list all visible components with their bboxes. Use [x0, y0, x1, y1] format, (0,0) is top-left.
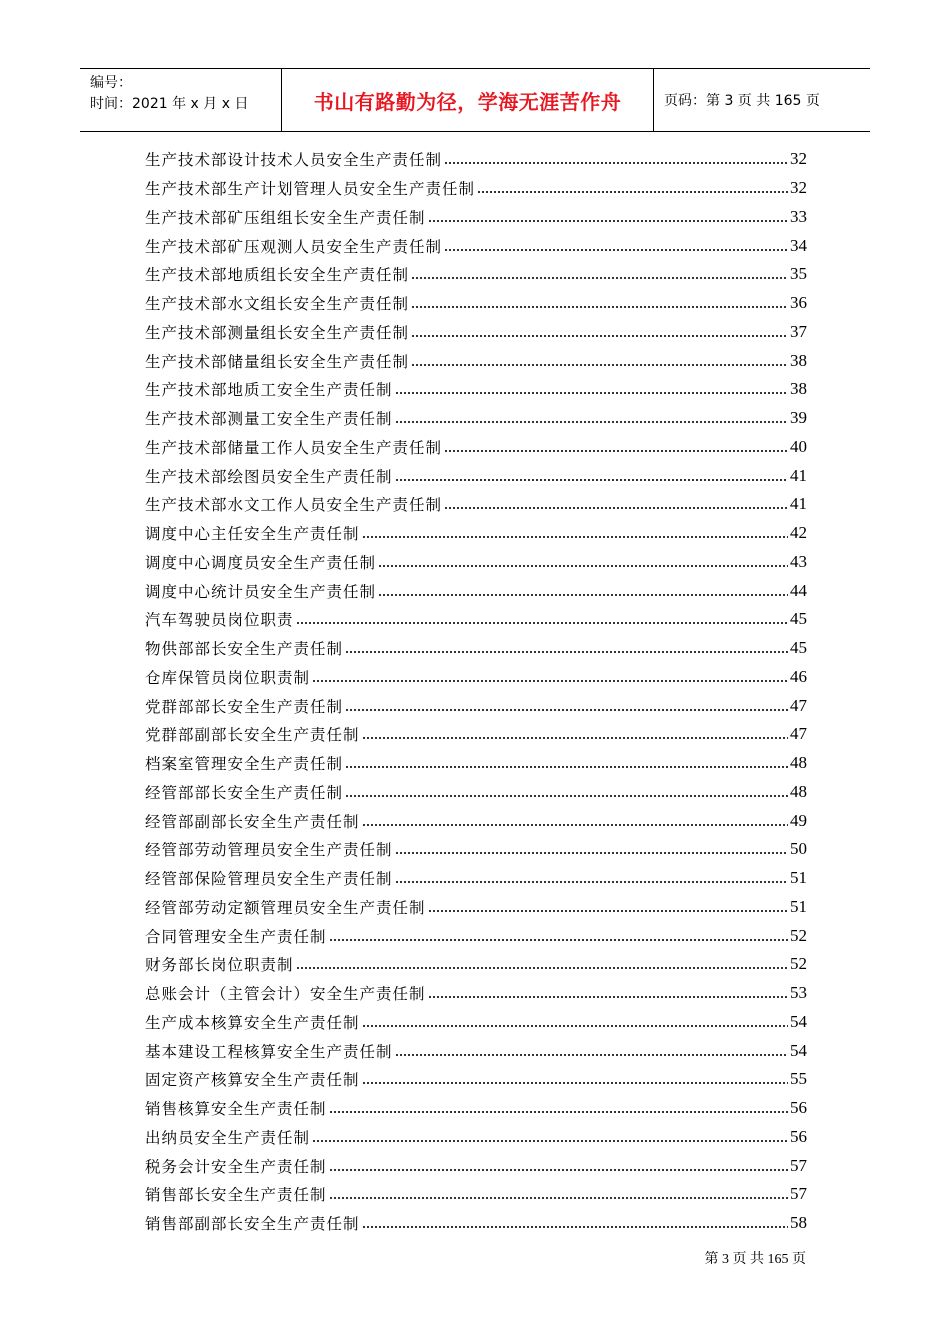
toc-entry-title: 生产技术部测量组长安全生产责任制: [145, 323, 410, 342]
header-page-number: 页码：第 3 页 共 165 页: [664, 93, 820, 109]
toc-entry-page: 52: [790, 954, 807, 974]
toc-entry[interactable]: [145, 720, 807, 749]
toc-dot-leader: [329, 1165, 788, 1175]
toc-entry[interactable]: [145, 1180, 807, 1209]
toc-entry[interactable]: [145, 289, 807, 318]
toc-entry-title: 生产成本核算安全生产责任制: [145, 1013, 360, 1032]
toc-dot-leader: [428, 992, 788, 1002]
toc-dot-leader: [329, 1193, 788, 1203]
toc-dot-leader: [411, 302, 788, 312]
toc-entry-page: 39: [790, 408, 807, 428]
toc-entry-title: 生产技术部设计技术人员安全生产责任制: [145, 151, 443, 170]
toc-dot-leader: [444, 245, 788, 255]
toc-entry[interactable]: [145, 260, 807, 289]
toc-entry-title: 汽车驾驶员岗位职责: [145, 611, 294, 630]
toc-entry[interactable]: [145, 1123, 807, 1152]
toc-dot-leader: [395, 848, 788, 858]
toc-entry-title: 生产技术部绘图员安全生产责任制: [145, 467, 393, 486]
toc-entry-title: 调度中心统计员安全生产责任制: [145, 582, 377, 601]
toc-entry[interactable]: [145, 864, 807, 893]
toc-entry-title: 生产技术部地质工安全生产责任制: [145, 381, 393, 400]
toc-dot-leader: [477, 187, 788, 197]
toc-entry[interactable]: [145, 203, 807, 232]
toc-dot-leader: [362, 532, 788, 542]
toc-entry-title: 生产技术部矿压组组长安全生产责任制: [145, 208, 426, 227]
toc-entry[interactable]: [145, 174, 807, 203]
toc-entry-page: 46: [790, 666, 807, 686]
toc-entry-page: 48: [790, 781, 807, 801]
toc-entry[interactable]: [145, 375, 807, 404]
toc-entry[interactable]: [145, 461, 807, 490]
toc-entry-title: 销售部长安全生产责任制: [145, 1186, 327, 1205]
toc-entry-title: 档案室管理安全生产责任制: [145, 755, 344, 774]
toc-dot-leader: [444, 446, 788, 456]
toc-entry[interactable]: [145, 1065, 807, 1094]
toc-entry-title: 生产技术部测量工安全生产责任制: [145, 410, 393, 429]
toc-entry-title: 生产技术部水文工作人员安全生产责任制: [145, 496, 443, 515]
toc-entry-page: 55: [790, 1069, 807, 1089]
toc-entry[interactable]: [145, 490, 807, 519]
toc-entry[interactable]: [145, 663, 807, 692]
toc-entry-title: 生产技术部储量工作人员安全生产责任制: [145, 438, 443, 457]
toc-dot-leader: [411, 273, 788, 283]
header-motto: 书山有路勤为径，学海无涯苦作舟: [313, 89, 622, 114]
toc-dot-leader: [329, 1107, 788, 1117]
toc-entry-page: 35: [790, 264, 807, 284]
toc-dot-leader: [411, 331, 788, 341]
toc-dot-leader: [345, 705, 788, 715]
toc-entry-title: 党群部部长安全生产责任制: [145, 697, 344, 716]
toc-entry-title: 仓库保管员岗位职责制: [145, 668, 311, 687]
toc-entry[interactable]: [145, 979, 807, 1008]
toc-entry-page: 45: [790, 638, 807, 658]
toc-entry-page: 33: [790, 206, 807, 226]
toc-entry-title: 生产技术部生产计划管理人员安全生产责任制: [145, 180, 476, 199]
toc-entry-title: 经管部劳动管理员安全生产责任制: [145, 841, 393, 860]
toc-entry-page: 38: [790, 350, 807, 370]
toc-entry[interactable]: [145, 806, 807, 835]
toc-entry-page: 47: [790, 695, 807, 715]
toc-entry[interactable]: [145, 634, 807, 663]
toc-entry-page: 57: [790, 1155, 807, 1175]
toc-entry-page: 37: [790, 321, 807, 341]
toc-entry-page: 50: [790, 839, 807, 859]
toc-entry-title: 经管部部长安全生产责任制: [145, 783, 344, 802]
page-header: [80, 68, 870, 132]
toc-entry[interactable]: [145, 835, 807, 864]
toc-entry-title: 生产技术部地质组长安全生产责任制: [145, 266, 410, 285]
toc-entry-page: 34: [790, 235, 807, 255]
toc-dot-leader: [362, 1021, 788, 1031]
toc-entry-title: 生产技术部储量组长安全生产责任制: [145, 352, 410, 371]
toc-entry-page: 43: [790, 551, 807, 571]
toc-entry-title: 生产技术部水文组长安全生产责任制: [145, 295, 410, 314]
toc-entry-title: 党群部副部长安全生产责任制: [145, 726, 360, 745]
toc-dot-leader: [345, 791, 788, 801]
toc-entry-title: 调度中心主任安全生产责任制: [145, 525, 360, 544]
toc-entry-page: 48: [790, 753, 807, 773]
toc-entry[interactable]: [145, 1209, 807, 1238]
toc-entry[interactable]: [145, 576, 807, 605]
toc-entry-page: 56: [790, 1098, 807, 1118]
toc-dot-leader: [395, 417, 788, 427]
toc-entry-title: 生产技术部矿压观测人员安全生产责任制: [145, 237, 443, 256]
toc-entry-page: 38: [790, 379, 807, 399]
toc-entry-page: 44: [790, 580, 807, 600]
toc-entry-title: 经管部劳动定额管理员安全生产责任制: [145, 898, 426, 917]
page-footer: 第 3 页 共 165 页: [704, 1252, 806, 1267]
toc-dot-leader: [362, 820, 788, 830]
toc-dot-leader: [428, 906, 788, 916]
toc-entry-page: 40: [790, 436, 807, 456]
toc-dot-leader: [395, 1050, 788, 1060]
toc-entry-page: 58: [790, 1213, 807, 1233]
toc-entry-title: 出纳员安全生产责任制: [145, 1128, 311, 1147]
toc-entry-title: 经管部保险管理员安全生产责任制: [145, 870, 393, 889]
toc-entry[interactable]: [145, 921, 807, 950]
toc-dot-leader: [444, 503, 788, 513]
toc-dot-leader: [345, 647, 788, 657]
toc-dot-leader: [329, 935, 788, 945]
toc-dot-leader: [362, 733, 788, 743]
toc-dot-leader: [378, 561, 788, 571]
toc-entry-title: 总账会计（主管会计）安全生产责任制: [145, 985, 426, 1004]
toc-entry-page: 56: [790, 1126, 807, 1146]
toc-entry[interactable]: [145, 346, 807, 375]
toc-entry-page: 51: [790, 868, 807, 888]
toc-entry-title: 税务会计安全生产责任制: [145, 1157, 327, 1176]
toc-entry-title: 销售部副部长安全生产责任制: [145, 1215, 360, 1234]
toc-entry-page: 52: [790, 925, 807, 945]
toc-entry-page: 51: [790, 896, 807, 916]
document-date: 时间：2021 年 x 月 x 日: [90, 96, 249, 112]
header-meta: [80, 69, 282, 131]
toc-dot-leader: [296, 618, 788, 628]
toc-entry[interactable]: [145, 433, 807, 462]
toc-dot-leader: [395, 475, 788, 485]
toc-dot-leader: [444, 158, 788, 168]
toc-entry-page: 42: [790, 523, 807, 543]
toc-entry-title: 销售核算安全生产责任制: [145, 1100, 327, 1119]
header-motto-cell: [282, 69, 654, 131]
toc-entry[interactable]: [145, 1008, 807, 1037]
toc-entry-page: 32: [790, 178, 807, 198]
toc-entry-page: 36: [790, 293, 807, 313]
toc-entry-page: 54: [790, 1040, 807, 1060]
toc-dot-leader: [395, 877, 788, 887]
toc-entry-page: 45: [790, 609, 807, 629]
toc-entry[interactable]: [145, 950, 807, 979]
toc-entry[interactable]: [145, 893, 807, 922]
toc-dot-leader: [411, 360, 788, 370]
toc-entry-title: 物供部部长安全生产责任制: [145, 640, 344, 659]
toc-entry[interactable]: [145, 605, 807, 634]
toc-entry-title: 财务部长岗位职责制: [145, 956, 294, 975]
toc-entry[interactable]: [145, 778, 807, 807]
toc-entry[interactable]: [145, 519, 807, 548]
toc-entry-page: 57: [790, 1184, 807, 1204]
toc-entry-page: 54: [790, 1011, 807, 1031]
toc-entry-page: 47: [790, 724, 807, 744]
toc-dot-leader: [395, 388, 788, 398]
toc-dot-leader: [296, 963, 788, 973]
toc-entry[interactable]: [145, 548, 807, 577]
toc-entry-page: 41: [790, 465, 807, 485]
toc-entry[interactable]: [145, 1094, 807, 1123]
toc-dot-leader: [345, 762, 788, 772]
toc-dot-leader: [362, 1078, 788, 1088]
header-page-cell: [654, 69, 870, 131]
toc-entry-page: 32: [790, 149, 807, 169]
toc-entry-title: 基本建设工程核算安全生产责任制: [145, 1042, 393, 1061]
toc-entry[interactable]: [145, 749, 807, 778]
toc-entry-title: 合同管理安全生产责任制: [145, 927, 327, 946]
toc-entry-title: 固定资产核算安全生产责任制: [145, 1071, 360, 1090]
toc-dot-leader: [312, 1136, 788, 1146]
toc-entry[interactable]: [145, 231, 807, 260]
document-number-label: 编号：: [90, 75, 132, 91]
toc-dot-leader: [312, 676, 788, 686]
toc-entry[interactable]: [145, 1151, 807, 1180]
toc-entry-title: 调度中心调度员安全生产责任制: [145, 553, 377, 572]
toc-entry[interactable]: [145, 1036, 807, 1065]
toc-entry-title: 经管部副部长安全生产责任制: [145, 812, 360, 831]
toc-dot-leader: [378, 590, 788, 600]
toc-entry-page: 49: [790, 810, 807, 830]
toc-dot-leader: [362, 1222, 788, 1232]
toc-entry[interactable]: [145, 404, 807, 433]
toc-entry[interactable]: [145, 691, 807, 720]
toc-entry-page: 53: [790, 983, 807, 1003]
toc-entry[interactable]: [145, 145, 807, 174]
toc-dot-leader: [428, 216, 788, 226]
toc-entry-page: 41: [790, 494, 807, 514]
table-of-contents: [145, 145, 807, 1238]
toc-entry[interactable]: [145, 318, 807, 347]
